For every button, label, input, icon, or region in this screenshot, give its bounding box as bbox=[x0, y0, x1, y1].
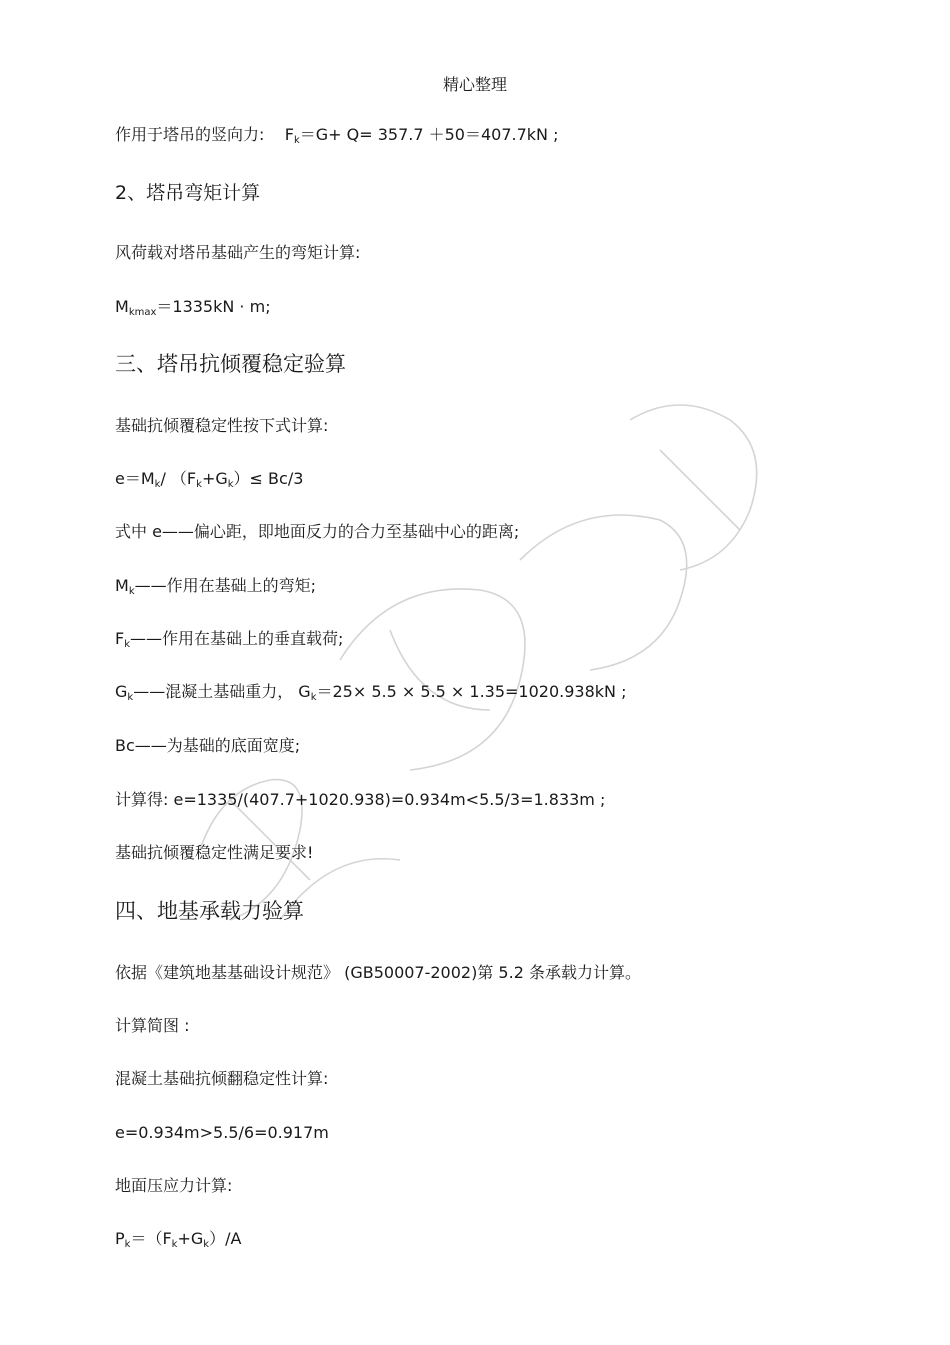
vertical-force-line: 作用于塔吊的竖向力: $F_k=G+ Q= 357.7 +50=407.7kN$ ; bbox=[115, 125, 559, 146]
eccentricity-formula: $e=M_k/$ $(F_k+G_k)\le Bc/3$ bbox=[115, 469, 304, 490]
def-e-line: 式中 e——偏心距，即地面反力的合力至基础中心的距离; bbox=[115, 522, 520, 541]
diagram-label: 计算简图 : bbox=[115, 1016, 190, 1035]
mk-line: $M_{kmax}=1335kN \cdot m$; bbox=[115, 297, 271, 318]
pk-formula: $P_k=(F_k+G_k)/A$ bbox=[115, 1229, 242, 1250]
page-header: 精心整理 bbox=[442, 75, 507, 94]
pressure-label: 地面压应力计算: bbox=[115, 1176, 233, 1195]
heading-section-4: 四、地基承载力验算 bbox=[115, 899, 304, 923]
def-bc-line: Bc——为基础的底面宽度; bbox=[115, 736, 301, 755]
heading-moment: 2、塔吊弯矩计算 bbox=[115, 182, 261, 204]
basis-line: 依据《建筑地基基础设计规范》 (GB50007-2002)第 5.2 条承载力计算。 bbox=[115, 963, 641, 982]
stability-ok-line: 基础抗倾覆稳定性满足要求! bbox=[115, 843, 314, 862]
concrete-stability-line: 混凝土基础抗倾翻稳定性计算: bbox=[115, 1069, 329, 1088]
heading-section-3: 三、塔吊抗倾覆稳定验算 bbox=[115, 352, 346, 376]
def-fk-line: $F_k——$作用在基础上的垂直载荷; bbox=[115, 629, 344, 650]
def-mk-line: $M_k——$作用在基础上的弯矩; bbox=[115, 576, 317, 597]
calc-result-line: 计算得: e=1335/(407.7+1020.938)=0.934m<5.5/3=1.833m ; bbox=[115, 790, 606, 809]
def-gk-line: $G_k——$混凝土基础重力， $G_k=25\times 5.5 \times 5.5 \times 1.35=1020.938kN$ ; bbox=[115, 682, 627, 703]
stability-line: 基础抗倾覆稳定性按下式计算: bbox=[115, 416, 329, 435]
wind-moment-line: 风荷载对塔吊基础产生的弯矩计算: bbox=[115, 243, 361, 262]
watermark-seal bbox=[160, 380, 820, 960]
eccentricity-check-line: e=0.934m>5.5/6=0.917m bbox=[115, 1123, 329, 1142]
